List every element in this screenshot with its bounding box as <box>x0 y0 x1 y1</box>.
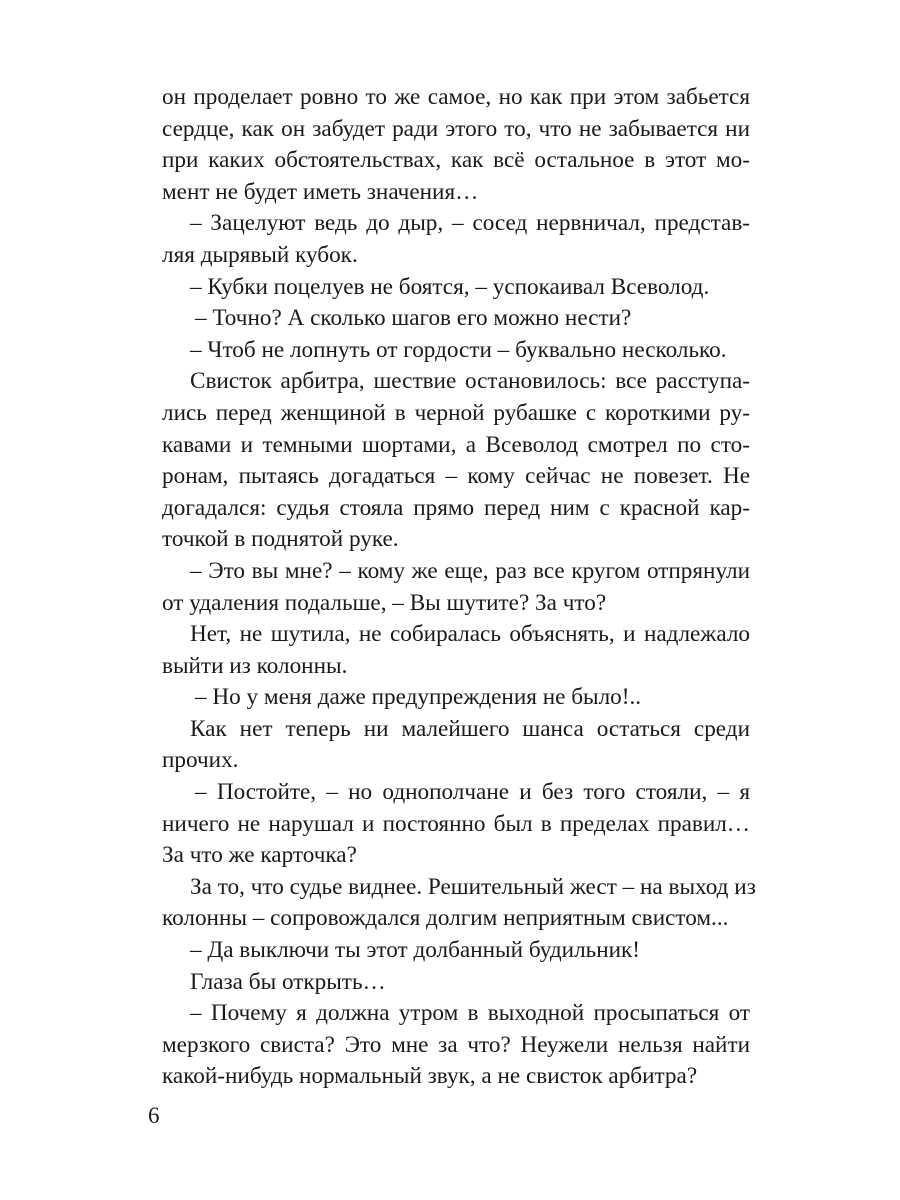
text-line: ронам, пытаясь догадаться – кому сейчас не повезет. Не <box>162 463 750 490</box>
text-line: какой-нибудь нормальный звук, а не свисток арбитра? <box>162 1063 698 1090</box>
text-line: кавами и темными шортами, а Всеволод смотрел по сто- <box>162 431 750 458</box>
text-line: догадался: судья стояла прямо перед ним с красной кар- <box>162 494 750 521</box>
text-line: колонны – сопровождался долгим неприятным свистом... <box>162 905 729 932</box>
text-line: – Это вы мне? – кому же еще, раз все кругом отпрянули <box>190 557 750 584</box>
text-line: точкой в поднятой руке. <box>162 526 399 553</box>
text-line: мерзкого свиста? Это мне за что? Неужели нельзя найти <box>162 1031 750 1058</box>
text-line: выйти из колонны. <box>162 652 348 679</box>
text-line: Глаза бы открыть… <box>190 968 386 995</box>
text-line: сердце, как он забудет ради этого то, что не забывается ни <box>162 115 750 142</box>
text-line: – Да выключи ты этот долбанный будильник! <box>190 937 641 964</box>
text-line: – Чтоб не лопнуть от гордости – буквально несколько. <box>190 336 727 363</box>
text-line: ничего не нарушал и постоянно был в пределах правил… <box>162 810 750 837</box>
text-line: Свисток арбитра, шествие остановилось: все расступа- <box>190 368 750 395</box>
text-line: он проделает ровно то же самое, но как при этом забьется <box>162 84 750 110</box>
text-line: – Точно? А сколько шагов его можно нести? <box>195 305 632 332</box>
text-line: прочих. <box>162 747 239 774</box>
text-line: – Почему я должна утром в выходной просыпаться от <box>190 1000 750 1027</box>
text-line: За что же карточка? <box>162 842 357 869</box>
text-line: Нет, не шутила, не собиралась объяснять, и надлежало <box>190 621 750 648</box>
text-line: ляя дырявый кубок. <box>162 241 358 268</box>
text-line: при каких обстоятельствах, как всё остальное в этот мо- <box>162 147 750 174</box>
text-line: лись перед женщиной в черной рубашке с короткими ру- <box>162 399 750 426</box>
text-line: мент не будет иметь значения… <box>162 178 479 205</box>
text-line: – Но у меня даже предупреждения не было!.. <box>195 684 642 711</box>
text-line: – Постойте, – но однополчане и без того стояли, – я <box>195 779 750 806</box>
page-number: 6 <box>148 1103 160 1128</box>
text-line: – Кубки поцелуев не боятся, – успокаивал Всеволод. <box>190 273 710 300</box>
text-line: – Зацелуют ведь до дыр, – сосед нервничал, представ- <box>190 210 750 237</box>
text-line: от удаления подальше, – Вы шутите? За что? <box>162 589 607 616</box>
text-line: За то, что судье виднее. Решительный жест – на выход из <box>190 873 756 900</box>
page-text <box>162 82 756 1093</box>
text-line: Как нет теперь ни малейшего шанса остаться среди <box>190 715 750 742</box>
